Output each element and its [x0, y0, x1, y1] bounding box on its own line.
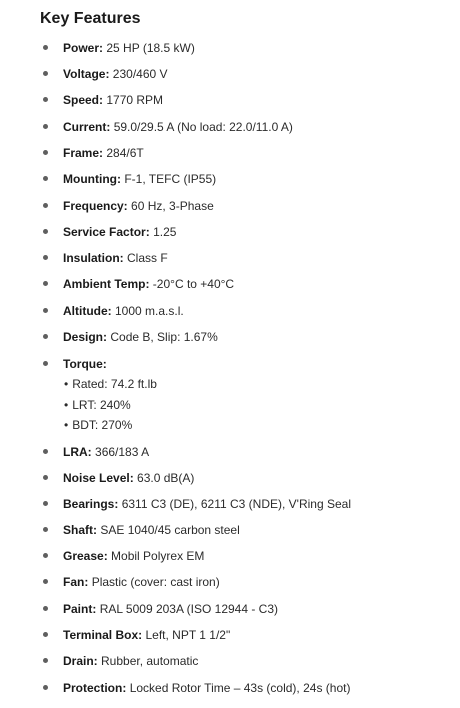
bullet-icon [43, 527, 48, 532]
bullet-icon [43, 229, 48, 234]
feature-label: Voltage: [63, 67, 110, 81]
feature-value: F-1, TEFC (IP55) [124, 172, 217, 186]
feature-label: Ambient Temp: [63, 277, 150, 291]
torque-subitem-lrt [64, 397, 131, 413]
bullet-icon [43, 501, 48, 506]
feature-value: 1770 RPM [106, 93, 164, 107]
feature-value: 25 HP (18.5 kW) [106, 41, 195, 55]
feature-label: Torque: [63, 357, 107, 371]
feature-label: Altitude: [63, 304, 112, 318]
bullet-icon [43, 579, 48, 584]
section-heading: Key Features [40, 10, 141, 27]
feature-label: Mounting: [63, 172, 121, 186]
feature-value: Mobil Polyrex EM [111, 549, 205, 563]
feature-value: 1000 m.a.s.l. [115, 304, 184, 318]
feature-label: Noise Level: [63, 471, 134, 485]
bullet-icon [43, 281, 48, 286]
feature-value: 1.25 [153, 225, 177, 239]
feature-label: Frequency: [63, 199, 128, 213]
bullet-icon [43, 71, 48, 76]
small-bullet-icon: • [64, 377, 69, 391]
feature-value: 284/6T [106, 146, 144, 160]
feature-label: Fan: [63, 575, 89, 589]
bullet-icon [43, 449, 48, 454]
feature-label: Paint: [63, 602, 97, 616]
feature-value: Rubber, automatic [101, 654, 199, 668]
bullet-icon [43, 203, 48, 208]
bullet-icon [43, 475, 48, 480]
bullet-icon [43, 150, 48, 155]
bullet-icon [43, 308, 48, 313]
torque-subitem-rated [64, 376, 157, 392]
feature-label: Bearings: [63, 497, 119, 511]
bullet-icon [43, 606, 48, 611]
feature-value: Code B, Slip: 1.67% [110, 330, 218, 344]
small-bullet-icon: • [64, 418, 69, 432]
small-bullet-icon: • [64, 398, 69, 412]
subitem-text: Rated: 74.2 ft.lb [72, 377, 157, 391]
bullet-icon [43, 632, 48, 637]
feature-value: 366/183 A [95, 445, 150, 459]
feature-value: Left, NPT 1 1/2" [145, 628, 231, 642]
bullet-icon [43, 658, 48, 663]
bullet-icon [43, 45, 48, 50]
feature-label: Current: [63, 120, 111, 134]
feature-label: Design: [63, 330, 108, 344]
feature-value: 60 Hz, 3-Phase [131, 199, 214, 213]
feature-value: Plastic (cover: cast iron) [91, 575, 220, 589]
bullet-icon [43, 97, 48, 102]
feature-label: Power: [63, 41, 104, 55]
feature-value: 63.0 dB(A) [137, 471, 195, 485]
feature-label: Frame: [63, 146, 104, 160]
torque-subitem-bdt [64, 417, 132, 433]
feature-value: 59.0/29.5 A (No load: 22.0/11.0 A) [113, 120, 293, 134]
feature-label: Insulation: [63, 251, 124, 265]
feature-label: Terminal Box: [63, 628, 143, 642]
feature-label: Service Factor: [63, 225, 150, 239]
feature-value: SAE 1040/45 carbon steel [100, 523, 240, 537]
bullet-icon [43, 361, 48, 366]
feature-label: LRA: [63, 445, 92, 459]
feature-label: Drain: [63, 654, 98, 668]
bullet-icon [43, 553, 48, 558]
feature-label: Protection: [63, 681, 127, 695]
feature-label: Speed: [63, 93, 104, 107]
subitem-text: BDT: 270% [72, 418, 133, 432]
feature-value: 230/460 V [112, 67, 168, 81]
feature-label: Grease: [63, 549, 108, 563]
feature-value: -20°C to +40°C [152, 277, 235, 291]
bullet-icon [43, 255, 48, 260]
feature-value: Locked Rotor Time – 43s (cold), 24s (hot) [129, 681, 351, 695]
feature-value: RAL 5009 203A (ISO 12944 - C3) [99, 602, 279, 616]
feature-value: Class F [127, 251, 168, 265]
subitem-text: LRT: 240% [72, 398, 131, 412]
feature-value: 6311 C3 (DE), 6211 C3 (NDE), V'Ring Seal [121, 497, 351, 511]
bullet-icon [43, 334, 48, 339]
bullet-icon [43, 176, 48, 181]
bullet-icon [43, 685, 48, 690]
feature-label: Shaft: [63, 523, 97, 537]
bullet-icon [43, 124, 48, 129]
